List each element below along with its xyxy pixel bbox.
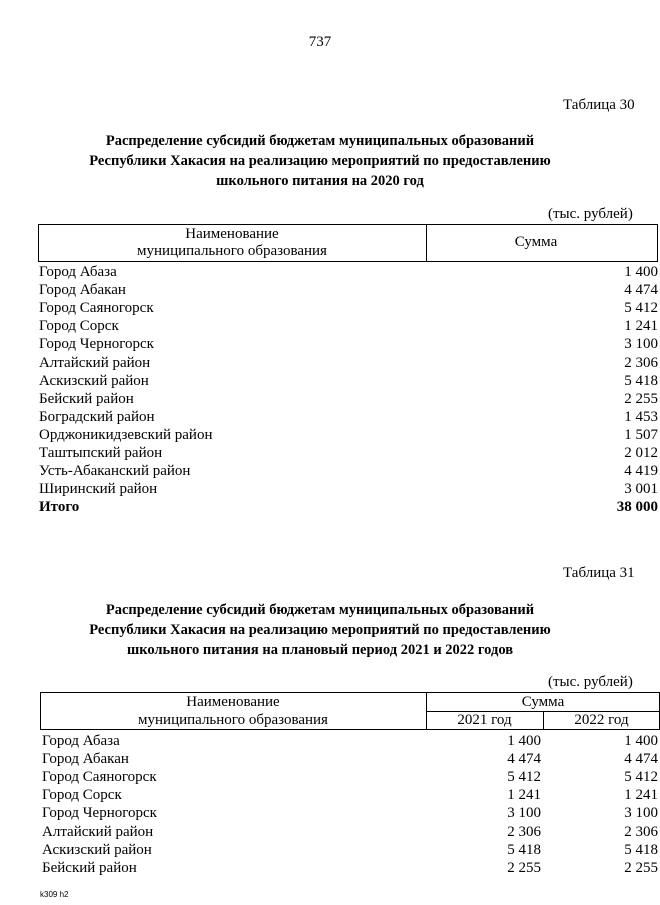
table-row-2022: 5 418 (624, 841, 658, 858)
table-row-name: Город Черногорск (42, 805, 157, 822)
table-30-label: Таблица 30 (563, 97, 635, 113)
table-row-name: Город Сорск (42, 787, 122, 804)
table-30-title-line-3: школьного питания на 2020 год (216, 173, 424, 189)
table-row-sum: 2 255 (624, 390, 658, 407)
table-row-sum: 3 001 (624, 481, 658, 498)
table-row-name: Город Саяногорск (39, 300, 154, 317)
table-31-title-line-3: школьного питания на плановый период 2021 и 2022 годов (126, 642, 514, 658)
table-row-name: Таштыпский район (39, 445, 163, 461)
table-row-sum: 5 418 (624, 372, 658, 389)
table-30-title-line-2: Республики Хакасия на реализацию мероприятий по предоставлению (89, 153, 551, 169)
table-row-2022: 1 241 (624, 787, 658, 804)
table-row-name: Бейский район (42, 859, 137, 876)
page-number: 737 (308, 34, 332, 50)
table-30-header-name-2: муниципального образования (137, 243, 327, 259)
table-31-title-line-1: Распределение субсидий бюджетам муниципальных образований (105, 602, 535, 618)
table-row-name: Город Саяногорск (42, 769, 157, 786)
table-row-2021: 5 418 (507, 841, 541, 858)
table-row-2021: 3 100 (507, 805, 541, 822)
table-row-name: Аскизский район (42, 841, 152, 858)
table-row-2021: 5 412 (507, 769, 541, 786)
table-31-header-name-2: муниципального образования (138, 712, 328, 728)
table-row-sum: 1 241 (624, 318, 658, 335)
table-row-name: Бейский район (39, 390, 134, 407)
table-31-label: Таблица 31 (563, 565, 635, 581)
table-row-name: Город Абаза (42, 733, 120, 749)
table-row-name: Город Абакан (42, 751, 129, 768)
table-row-name: Аскизский район (39, 372, 149, 389)
table-row-name: Город Черногорск (39, 336, 154, 353)
table-31-header-name-1: Наименование (186, 694, 280, 710)
table-total-sum: 38 000 (616, 499, 658, 516)
table-row-sum: 2 012 (624, 445, 658, 461)
table-row-sum: 2 306 (624, 354, 658, 371)
table-row-2022: 2 255 (624, 859, 658, 876)
table-row-2022: 5 412 (624, 769, 658, 786)
table-31-header-sum: Сумма (521, 694, 565, 710)
table-row-2022: 1 400 (624, 733, 658, 749)
table-31-header-2021: 2021 год (457, 712, 512, 728)
table-row-name: Алтайский район (42, 823, 154, 840)
table-row-2022: 2 306 (624, 823, 658, 840)
table-31-header-2022: 2022 год (574, 712, 629, 728)
table-row-2021: 2 255 (507, 859, 541, 876)
table-row-sum: 5 412 (624, 300, 658, 317)
table-row-sum: 1 453 (624, 408, 658, 425)
table-row-sum: 3 100 (624, 336, 658, 353)
table-row-2022: 3 100 (624, 805, 658, 822)
footer-code: k309 h2 (40, 890, 69, 899)
table-row-2021: 1 400 (507, 733, 541, 749)
table-row-2021: 2 306 (507, 823, 541, 840)
table-row-name: Город Абаза (39, 264, 117, 280)
table-row-sum: 1 400 (624, 264, 658, 280)
table-30-title-line-1: Распределение субсидий бюджетам муниципальных образований (105, 133, 535, 149)
table-row-sum: 1 507 (624, 426, 658, 443)
table-row-2021: 4 474 (507, 751, 541, 768)
table-row-2022: 4 474 (624, 751, 658, 768)
table-row-sum: 4 419 (624, 463, 658, 480)
table-row-name: Ширинский район (39, 481, 158, 498)
table-row-name: Город Абакан (39, 282, 126, 299)
table-total-name: Итого (39, 499, 80, 516)
table-30-header-sum: Сумма (514, 234, 558, 250)
table-row-2021: 1 241 (507, 787, 541, 804)
table-31-units: (тыс. рублей) (548, 674, 633, 690)
table-31-title-line-2: Республики Хакасия на реализацию мероприятий по предоставлению (89, 622, 551, 638)
table-row-sum: 4 474 (624, 282, 658, 299)
table-30-units: (тыс. рублей) (548, 206, 633, 222)
table-row-name: Город Сорск (39, 318, 119, 335)
table-row-name: Алтайский район (39, 354, 151, 371)
table-row-name: Усть-Абаканский район (39, 463, 191, 480)
table-30-header-name-1: Наименование (185, 226, 279, 242)
table-row-name: Орджоникидзевский район (39, 426, 213, 443)
table-row-name: Боградский район (39, 408, 155, 425)
